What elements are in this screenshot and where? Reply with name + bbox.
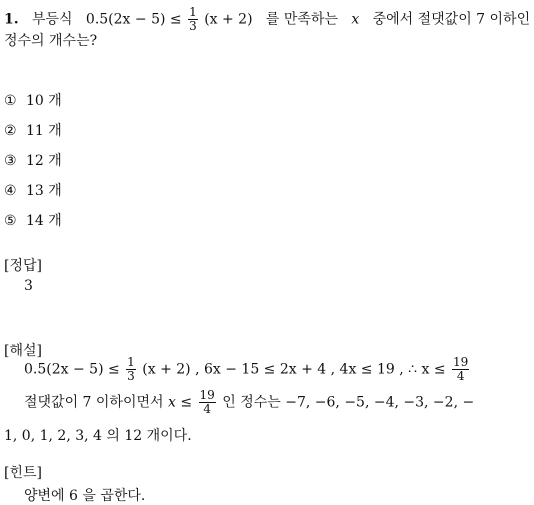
choice-5-text: 14 개 (26, 213, 62, 229)
choice-3-mark: ③ (4, 153, 17, 169)
hint-text: 양변에 6 을 곱한다. (24, 488, 146, 504)
question-line-2: 정수의 개수는? (4, 33, 98, 49)
choice-4[interactable] (4, 180, 62, 200)
choice-1-mark: ① (4, 93, 17, 109)
solution-line-2-a: 절댓값이 7 이하이면서 (24, 394, 164, 411)
solution-fraction-1-denominator: 3 (127, 369, 135, 383)
choice-2-mark: ② (4, 123, 17, 139)
question-stem-end: 중에서 절댓값이 7 이하인 (372, 11, 531, 28)
solution-line-2-b: 인 정수는 −7, −6, −5, −4, −3, −2, − (222, 394, 475, 411)
choice-1[interactable] (4, 90, 62, 110)
hint-header: [힌트] (4, 465, 42, 481)
choice-4-text: 13 개 (26, 183, 62, 199)
solution-fraction-2-numerator: 19 (453, 355, 469, 369)
choice-5-mark: ⑤ (4, 213, 17, 229)
solution-fraction-2 (452, 356, 469, 383)
choice-2[interactable] (4, 120, 62, 140)
question-stem-mid: 를 만족하는 (265, 11, 338, 28)
solution-line-1-a: 0.5(2x − 5) ≤ (24, 361, 120, 378)
question-fraction (188, 6, 198, 33)
question-inequality-left: 0.5(2x − 5) ≤ (85, 11, 182, 28)
solution-fraction-1 (126, 356, 136, 383)
answer-header: [정답] (4, 258, 42, 274)
answer-value: 3 (24, 278, 33, 294)
choice-3[interactable] (4, 150, 62, 170)
solution-fraction-2-denominator: 4 (456, 369, 465, 383)
question-fraction-denominator: 3 (189, 19, 197, 33)
question-fraction-numerator: 1 (189, 5, 197, 19)
question-stem-prefix: 부등식 (31, 11, 73, 28)
solution-fraction-1-numerator: 1 (127, 355, 135, 369)
choice-1-text: 10 개 (26, 93, 62, 109)
solution-line-3: 1, 0, 1, 2, 3, 4 의 12 개이다. (4, 428, 192, 444)
choice-5[interactable] (4, 210, 62, 230)
question-variable: x (351, 11, 360, 28)
solution-line-2-var: x ≤ (167, 394, 193, 411)
question-line-1 (4, 6, 530, 33)
question-inequality-right: (x + 2) (204, 11, 253, 28)
choice-3-text: 12 개 (26, 153, 62, 169)
question-number: 1. (4, 11, 19, 28)
choice-4-mark: ④ (4, 183, 17, 199)
solution-fraction-3 (199, 389, 216, 416)
solution-fraction-3-denominator: 4 (203, 402, 211, 416)
solution-line-1 (24, 356, 471, 383)
choice-2-text: 11 개 (26, 123, 62, 139)
solution-line-1-b: (x + 2) , 6x − 15 ≤ 2x + 4 , 4x ≤ 19 , ∴ x ≤ (142, 361, 446, 378)
solution-line-2 (24, 389, 474, 416)
solution-header: [해설] (4, 343, 42, 359)
solution-fraction-3-numerator: 19 (199, 388, 215, 402)
